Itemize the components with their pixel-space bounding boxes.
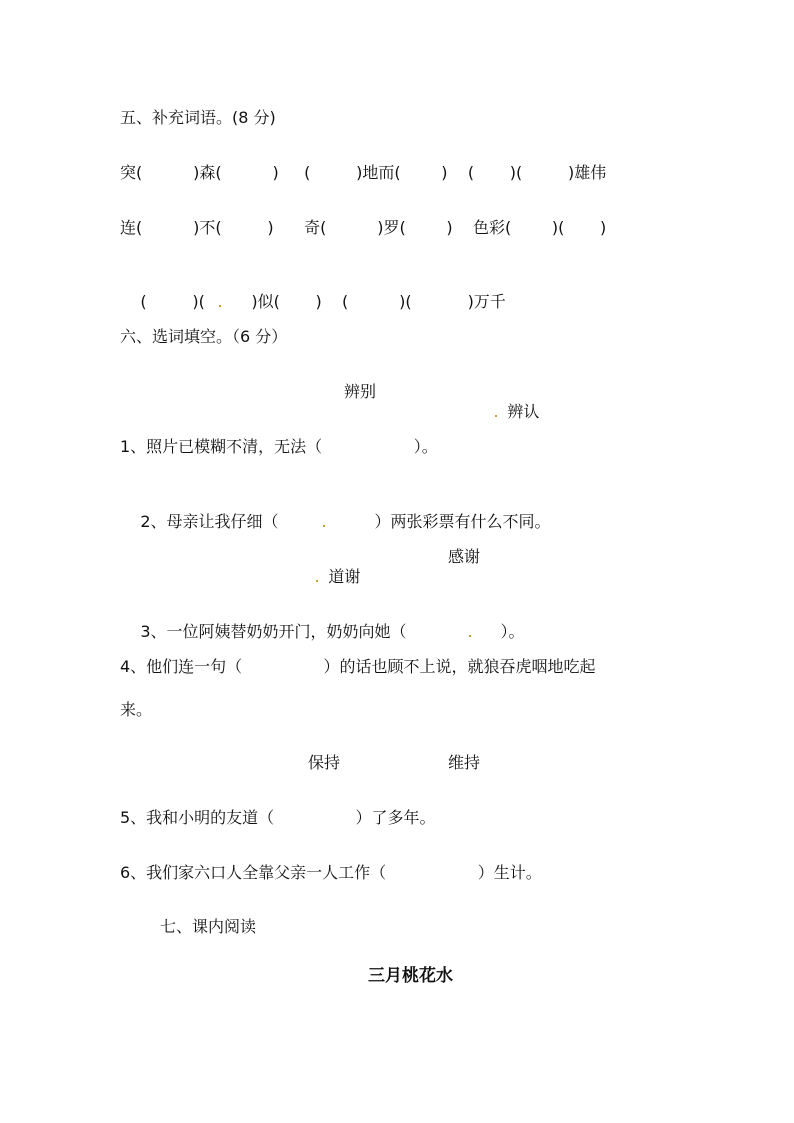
section5-row2: 连( )不( ) 奇( )罗( ) 色彩( )( ) xyxy=(120,218,607,237)
section5-row3-part1: ( )( xyxy=(140,292,205,311)
word-choice-weichi: 维持 xyxy=(448,753,481,772)
question-3 xyxy=(120,602,525,662)
question-3-part2: ）。 xyxy=(500,622,525,641)
section6-heading: 六、选词填空。（6 分） xyxy=(120,327,288,346)
question-4: 4、他们连一句（ ）的话也顾不上说，就狼吞虎咽地吃起 xyxy=(120,657,596,676)
question-2-part1: 2、母亲让我仔细（ xyxy=(140,512,279,531)
blank-dot xyxy=(316,580,318,582)
question-2 xyxy=(120,492,551,552)
question-4-continuation: 来。 xyxy=(120,700,153,719)
word-choice-daoxie-label: 道谢 xyxy=(328,567,361,586)
passage-title: 三月桃花水 xyxy=(368,966,453,986)
section5-heading: 五、补充词语。(8 分) xyxy=(120,108,276,127)
word-choice-ganxie: 感谢 xyxy=(448,547,481,566)
section5-row3-part2: )似( ) ( )( )万千 xyxy=(220,292,506,311)
question-6: 6、我们家六口人全靠父亲一人工作（ ）生计。 xyxy=(120,863,542,882)
question-1: 1、照片已模糊不清，无法（ ）。 xyxy=(120,437,438,456)
word-choice-bianbie: 辨别 xyxy=(344,382,377,401)
section5-row1: 突( )森( ) ( )地而( ) ( )( )雄伟 xyxy=(120,163,607,182)
question-5: 5、我和小明的友道（ ）了多年。 xyxy=(120,808,436,827)
section7-heading: 七、课内阅读 xyxy=(160,917,257,936)
blank-dot xyxy=(469,635,471,637)
word-choice-bianren xyxy=(475,382,539,442)
section5-row3 xyxy=(120,272,506,332)
blank-dot xyxy=(495,415,497,417)
word-choice-baochi: 保持 xyxy=(308,753,341,772)
blank-dot xyxy=(323,525,325,527)
question-2-part2: ）两张彩票有什么不同。 xyxy=(374,512,551,531)
question-3-part1: 3、一位阿姨替奶奶开门，奶奶向她（ xyxy=(140,622,407,641)
word-choice-daoxie xyxy=(296,547,360,607)
word-choice-bianren-label: 辨认 xyxy=(507,402,540,421)
